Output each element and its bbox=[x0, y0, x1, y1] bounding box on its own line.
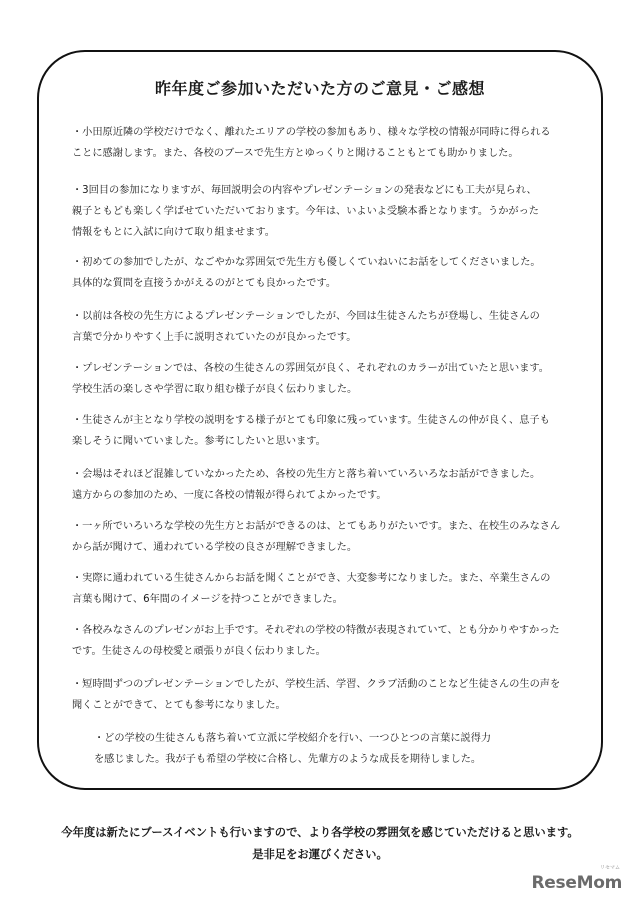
comment-line: ・プレゼンテーションでは、各校の生徒さんの雰囲気が良く、それぞれのカラーが出ていたと思います。 bbox=[72, 363, 549, 374]
resemom-logo bbox=[531, 865, 622, 893]
comment-item bbox=[94, 728, 491, 770]
comment-line: ・以前は各校の先生方によるプレゼンテーションでしたが、今回は生徒さんたちが登場し、生徒さんの bbox=[72, 311, 540, 322]
comment-item bbox=[72, 568, 550, 610]
comment-line: ・生徒さんが主となり学校の説明をする様子がとても印象に残っています。生徒さんの仲が良く、息子も bbox=[72, 415, 550, 426]
comment-line: 言葉で分かりやすく上手に説明されていたのが良かったです。 bbox=[72, 332, 357, 343]
footer-line: 是非足をお運びください。 bbox=[252, 848, 388, 861]
comment-line: ・短時間ずつのプレゼンテーションでしたが、学校生活、学習、クラブ活動のことなど生徒さんの生の声を bbox=[72, 679, 561, 690]
comment-line: を感じました。我が子も希望の学校に合格し、先輩方のような成長を期待しました。 bbox=[94, 754, 482, 765]
comment-item bbox=[72, 516, 560, 558]
comment-item bbox=[72, 464, 540, 506]
comment-line: から話が聞けて、通われている学校の良さが理解できました。 bbox=[72, 542, 358, 553]
comment-line: 情報をもとに入試に向けて取り組ませます。 bbox=[72, 227, 275, 238]
comment-line: ・初めての参加でしたが、なごやかな雰囲気で先生方も優しくていねいにお話をしてくださいました。 bbox=[72, 257, 541, 268]
footer-message bbox=[0, 822, 640, 866]
logo-subtext: リセマム bbox=[600, 865, 620, 871]
comment-line: です。生徒さんの母校愛と頑張りが良く伝わりました。 bbox=[72, 646, 326, 657]
comment-line: ・3回目の参加になりますが、毎回説明会の内容やプレゼンテーションの発表などにも工夫が見られ、 bbox=[72, 185, 537, 196]
comment-line: ・各校みなさんのプレゼンがお上手です。それぞれの学校の特徴が表現されていて、とも分かりやすかった bbox=[72, 625, 560, 636]
comment-line: ・一ヶ所でいろいろな学校の先生方とお話ができるのは、とてもありがたいです。また、在校生のみなさん bbox=[72, 521, 561, 532]
comment-line: 言葉も聞けて、6年間のイメージを持つことができました。 bbox=[72, 594, 343, 605]
comment-item bbox=[72, 620, 560, 662]
comment-item bbox=[72, 410, 550, 452]
comment-line: 遠方からの参加のため、一度に各校の情報が得られてよかったです。 bbox=[72, 490, 387, 501]
comment-line: ・実際に通われている生徒さんからお話を聞くことができ、大変参考になりました。また、卒業生さんの bbox=[72, 573, 551, 584]
comment-line: ・どの学校の生徒さんも落ち着いて立派に学校紹介を行い、一つひとつの言葉に説得力 bbox=[94, 733, 492, 744]
comment-line: ・小田原近隣の学校だけでなく、離れたエリアの学校の参加もあり、様々な学校の情報が同時に得られる bbox=[72, 127, 551, 138]
comment-line: 親子ともども楽しく学ばせていただいております。今年は、いよいよ受験本番となります。うかがった bbox=[72, 206, 539, 217]
comment-item bbox=[72, 358, 549, 400]
comment-line: 聞くことができて、とても参考になりました。 bbox=[72, 700, 286, 711]
page-title: 昨年度ご参加いただいた方のご意見・ご感想 bbox=[154, 79, 485, 98]
comment-item bbox=[72, 674, 560, 716]
comment-line: ことに感謝します。また、各校のブースで先生方とゆっくりと聞けることもとても助かりました。 bbox=[72, 148, 519, 159]
comment-line: ・会場はそれほど混雑していなかったため、各校の先生方と落ち着いていろいろなお話ができました。 bbox=[72, 469, 541, 480]
logo-text: ReseMom bbox=[531, 873, 622, 893]
comment-line: 学校生活の楽しさや学習に取り組む様子が良く伝わりました。 bbox=[72, 384, 358, 395]
comment-item bbox=[72, 252, 541, 294]
comment-item bbox=[72, 122, 551, 164]
footer-line: 今年度は新たにブースイベントも行いますので、より各学校の雰囲気を感じていただけると思います。 bbox=[61, 826, 579, 839]
comment-line: 具体的な質問を直接うかがえるのがとても良かったです。 bbox=[72, 278, 337, 289]
comment-item bbox=[72, 306, 540, 348]
comment-item bbox=[72, 180, 539, 243]
comment-line: 楽しそうに聞いていました。参考にしたいと思います。 bbox=[72, 436, 326, 447]
